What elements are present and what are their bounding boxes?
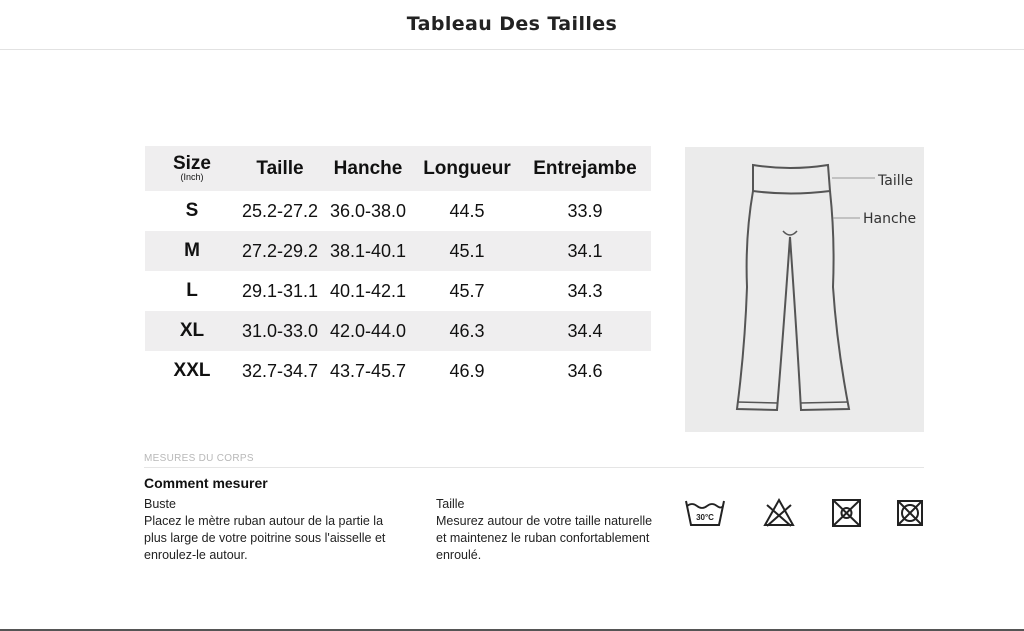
taille-cell: 25.2-27.2 xyxy=(241,200,319,221)
measure-bust-line: Placez le mètre ruban autour de la partie la xyxy=(144,514,384,528)
table-row xyxy=(145,271,651,311)
flare-pants-icon xyxy=(685,147,924,432)
longueur-cell: 46.9 xyxy=(449,360,485,381)
no-dry-clean-icon xyxy=(896,497,926,529)
how-to-measure-title: Comment mesurer xyxy=(144,475,268,491)
column-header-taille: Taille xyxy=(256,157,304,179)
hanche-cell: 43.7-45.7 xyxy=(329,360,407,381)
size-cell: S xyxy=(185,200,199,221)
hanche-cell: 36.0-38.0 xyxy=(329,200,407,221)
table-row xyxy=(145,231,651,271)
column-header-size xyxy=(145,146,239,191)
size-chart-table xyxy=(145,146,651,391)
measure-waist-line: Mesurez autour de votre taille naturelle xyxy=(436,514,653,528)
measure-bust-line: enroulez-le autour. xyxy=(144,548,248,562)
pants-illustration xyxy=(685,147,924,432)
page-title: Tableau Des Tailles xyxy=(406,13,618,35)
longueur-cell: 44.5 xyxy=(449,200,485,221)
entrejambe-cell: 34.1 xyxy=(567,240,603,261)
measure-bust-line: plus large de votre poitrine sous l'aisselle et xyxy=(144,531,386,545)
longueur-cell: 45.1 xyxy=(449,240,485,261)
entrejambe-cell: 34.3 xyxy=(567,280,603,301)
measure-bust-title: Buste xyxy=(144,497,176,511)
entrejambe-cell: 34.4 xyxy=(567,320,603,341)
hanche-cell: 40.1-42.1 xyxy=(329,280,407,301)
table-row xyxy=(145,351,651,391)
table-row xyxy=(145,311,651,351)
no-tumble-dry-icon xyxy=(831,497,863,529)
taille-cell: 29.1-31.1 xyxy=(241,280,319,301)
wash-30-icon xyxy=(684,497,726,529)
measure-waist-line: et maintenez le ruban confortablement xyxy=(436,531,650,545)
size-cell: XL xyxy=(179,320,205,341)
hanche-cell: 42.0-44.0 xyxy=(329,320,407,341)
measure-bust xyxy=(144,496,424,564)
taille-cell: 31.0-33.0 xyxy=(241,320,319,341)
measure-waist-line: enroulé. xyxy=(436,548,482,562)
column-header-longueur: Longueur xyxy=(423,157,511,179)
table-header-row xyxy=(145,146,651,191)
taille-cell: 27.2-29.2 xyxy=(241,240,319,261)
longueur-cell: 46.3 xyxy=(449,320,485,341)
size-cell: L xyxy=(186,280,198,301)
no-bleach-icon xyxy=(762,497,796,529)
page-header xyxy=(0,0,1024,50)
measure-waist-title: Taille xyxy=(436,497,465,511)
taille-cell: 32.7-34.7 xyxy=(241,360,319,381)
divider xyxy=(144,467,924,468)
size-cell: M xyxy=(184,240,200,261)
column-header-hanche: Hanche xyxy=(333,157,403,179)
hip-label: Hanche xyxy=(863,211,917,227)
wash-temp-label: 30°C xyxy=(696,513,714,522)
waist-label: Taille xyxy=(878,173,914,189)
entrejambe-cell: 34.6 xyxy=(567,360,603,381)
size-cell: XXL xyxy=(173,360,211,381)
size-header-label: Size xyxy=(172,153,212,174)
table-row xyxy=(145,191,651,231)
hanche-cell: 38.1-40.1 xyxy=(329,240,407,261)
entrejambe-cell: 33.9 xyxy=(567,200,603,221)
column-header-entrejambe: Entrejambe xyxy=(533,157,637,179)
unit-label: (Inch) xyxy=(180,172,204,182)
section-label: MESURES DU CORPS xyxy=(144,453,254,464)
measure-waist xyxy=(436,496,686,564)
longueur-cell: 45.7 xyxy=(449,280,485,301)
